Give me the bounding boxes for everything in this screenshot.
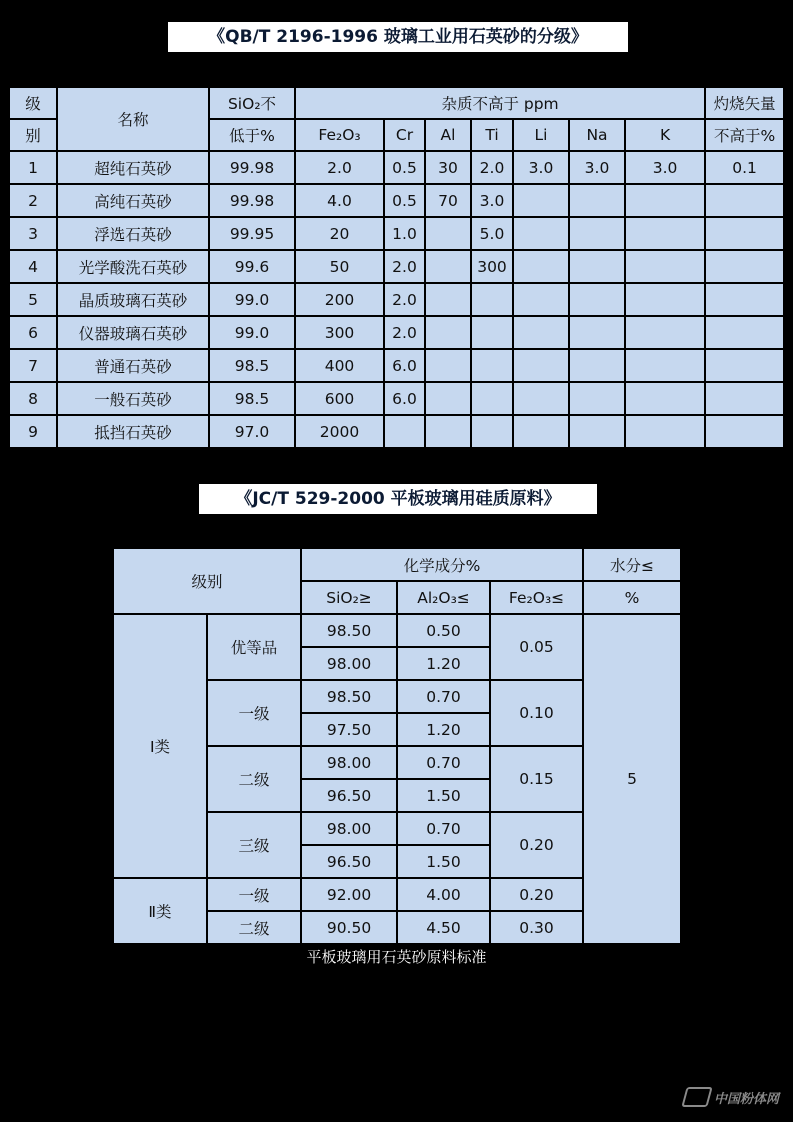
cell-cr — [385, 416, 426, 449]
cell-loss — [706, 185, 785, 218]
cell-sio2: 98.5 — [210, 383, 296, 416]
cell-sio2: 98.50 — [302, 615, 398, 648]
table-row — [114, 615, 682, 648]
class-2-label: Ⅱ类 — [114, 879, 208, 945]
cell-name: 晶质玻璃石英砂 — [58, 284, 210, 317]
cell-sio2: 98.5 — [210, 350, 296, 383]
cell-fe2o3: 50 — [296, 251, 385, 284]
header-al2o3: Al₂O₃≤ — [398, 582, 491, 615]
cell-loss — [706, 284, 785, 317]
cell-na — [570, 251, 626, 284]
cell-sio2: 92.00 — [302, 879, 398, 912]
cell-fe2o3: 20 — [296, 218, 385, 251]
header-ti: Ti — [472, 120, 514, 152]
cell-cr: 0.5 — [385, 152, 426, 185]
cell-cr: 0.5 — [385, 185, 426, 218]
cell-grade: 7 — [10, 350, 58, 383]
cell-k — [626, 383, 706, 416]
cell-fe2o3: 200 — [296, 284, 385, 317]
cell-ti: 5.0 — [472, 218, 514, 251]
cell-sio2: 99.98 — [210, 185, 296, 218]
cell-al2o3: 0.70 — [398, 681, 491, 714]
cell-sio2: 98.00 — [302, 813, 398, 846]
cell-al — [426, 317, 472, 350]
table-row — [10, 416, 785, 449]
cell-li: 3.0 — [514, 152, 570, 185]
header-grade-top: 级 — [10, 88, 58, 120]
cell-loss — [706, 218, 785, 251]
cell-loss: 0.1 — [706, 152, 785, 185]
table-row — [10, 152, 785, 185]
cell-grade: 8 — [10, 383, 58, 416]
cell-grade: 1 — [10, 152, 58, 185]
header-sio2-bottom: 低于% — [210, 120, 296, 152]
cell-fe2o3: 0.30 — [491, 912, 584, 945]
sub-grade: 优等品 — [208, 615, 302, 681]
cell-fe2o3: 2.0 — [296, 152, 385, 185]
header-cr: Cr — [385, 120, 426, 152]
cell-sio2: 99.0 — [210, 284, 296, 317]
header-k: K — [626, 120, 706, 152]
cell-na — [570, 218, 626, 251]
header-water-top: 水分≤ — [584, 549, 682, 582]
cell-k — [626, 416, 706, 449]
cell-al: 30 — [426, 152, 472, 185]
cell-k — [626, 251, 706, 284]
cell-grade: 9 — [10, 416, 58, 449]
cell-k — [626, 350, 706, 383]
table-row — [10, 383, 785, 416]
cell-na — [570, 350, 626, 383]
cell-water: 5 — [584, 615, 682, 945]
cell-li — [514, 284, 570, 317]
cell-k — [626, 185, 706, 218]
sub-grade: 二级 — [208, 747, 302, 813]
sub-grade: 二级 — [208, 912, 302, 945]
cell-cr: 6.0 — [385, 383, 426, 416]
cell-name: 光学酸洗石英砂 — [58, 251, 210, 284]
cell-al — [426, 218, 472, 251]
cell-sio2: 96.50 — [302, 846, 398, 879]
cell-al2o3: 4.00 — [398, 879, 491, 912]
cell-fe2o3: 600 — [296, 383, 385, 416]
cell-cr: 2.0 — [385, 317, 426, 350]
cell-na — [570, 416, 626, 449]
cell-na: 3.0 — [570, 152, 626, 185]
sub-grade: 一级 — [208, 879, 302, 912]
cell-ti — [472, 317, 514, 350]
cell-name: 普通石英砂 — [58, 350, 210, 383]
cell-k — [626, 218, 706, 251]
cell-al: 70 — [426, 185, 472, 218]
sub-grade: 一级 — [208, 681, 302, 747]
header-sio2-top: SiO₂不 — [210, 88, 296, 120]
cell-ti: 3.0 — [472, 185, 514, 218]
header-grade: 级别 — [114, 549, 302, 615]
cell-fe2o3: 2000 — [296, 416, 385, 449]
cell-al2o3: 1.20 — [398, 714, 491, 747]
cell-cr: 1.0 — [385, 218, 426, 251]
cell-name: 高纯石英砂 — [58, 185, 210, 218]
cell-name: 一般石英砂 — [58, 383, 210, 416]
cell-al2o3: 1.50 — [398, 780, 491, 813]
cell-fe2o3: 300 — [296, 317, 385, 350]
cell-fe2o3: 0.05 — [491, 615, 584, 681]
cell-loss — [706, 416, 785, 449]
cell-sio2: 98.00 — [302, 648, 398, 681]
cell-li — [514, 350, 570, 383]
cell-ti — [472, 416, 514, 449]
cell-fe2o3: 0.20 — [491, 813, 584, 879]
cell-ti: 2.0 — [472, 152, 514, 185]
cell-loss — [706, 251, 785, 284]
cell-na — [570, 317, 626, 350]
header-grade-bottom: 别 — [10, 120, 58, 152]
table-row — [10, 284, 785, 317]
cell-k — [626, 317, 706, 350]
cell-al — [426, 284, 472, 317]
sub-grade: 三级 — [208, 813, 302, 879]
header-name: 名称 — [58, 88, 210, 152]
cell-sio2: 99.6 — [210, 251, 296, 284]
cell-na — [570, 185, 626, 218]
header-fe2o3: Fe₂O₃ — [296, 120, 385, 152]
cell-cr: 2.0 — [385, 284, 426, 317]
table-row — [10, 350, 785, 383]
cell-sio2: 98.00 — [302, 747, 398, 780]
table-row — [10, 218, 785, 251]
header-loss-top: 灼烧矢量 — [706, 88, 785, 120]
table1-title: 《QB/T 2196-1996 玻璃工业用石英砂的分级》 — [168, 22, 628, 52]
header-na: Na — [570, 120, 626, 152]
table-caption: 平板玻璃用石英砂原料标准 — [306, 948, 487, 966]
header-li: Li — [514, 120, 570, 152]
cell-sio2: 99.0 — [210, 317, 296, 350]
cell-al — [426, 350, 472, 383]
cell-li — [514, 251, 570, 284]
header-water-bottom: % — [584, 582, 682, 615]
cell-name: 仪器玻璃石英砂 — [58, 317, 210, 350]
watermark — [684, 1087, 779, 1107]
cell-grade: 3 — [10, 218, 58, 251]
cell-grade: 2 — [10, 185, 58, 218]
cell-al2o3: 4.50 — [398, 912, 491, 945]
watermark-logo-icon — [681, 1087, 712, 1107]
header-chem: 化学成分% — [302, 549, 584, 582]
cell-cr: 2.0 — [385, 251, 426, 284]
table-row — [10, 185, 785, 218]
cell-sio2: 99.95 — [210, 218, 296, 251]
cell-fe2o3: 0.15 — [491, 747, 584, 813]
cell-name: 浮选石英砂 — [58, 218, 210, 251]
cell-fe2o3: 0.10 — [491, 681, 584, 747]
cell-na — [570, 284, 626, 317]
cell-ti — [472, 284, 514, 317]
cell-grade: 4 — [10, 251, 58, 284]
flat-glass-silica-table — [114, 549, 682, 945]
cell-sio2: 98.50 — [302, 681, 398, 714]
cell-al — [426, 416, 472, 449]
cell-al2o3: 1.20 — [398, 648, 491, 681]
cell-li — [514, 416, 570, 449]
header-impurity: 杂质不高于 ppm — [296, 88, 706, 120]
cell-fe2o3: 400 — [296, 350, 385, 383]
cell-li — [514, 185, 570, 218]
header-sio2: SiO₂≥ — [302, 582, 398, 615]
cell-sio2: 90.50 — [302, 912, 398, 945]
cell-loss — [706, 350, 785, 383]
header-loss-bottom: 不高于% — [706, 120, 785, 152]
cell-al2o3: 0.70 — [398, 813, 491, 846]
cell-al2o3: 1.50 — [398, 846, 491, 879]
cell-name: 超纯石英砂 — [58, 152, 210, 185]
cell-k: 3.0 — [626, 152, 706, 185]
cell-ti: 300 — [472, 251, 514, 284]
header-fe2o3: Fe₂O₃≤ — [491, 582, 584, 615]
table-row — [10, 317, 785, 350]
cell-fe2o3: 0.20 — [491, 879, 584, 912]
quartz-sand-grading-table — [10, 88, 785, 449]
cell-al2o3: 0.50 — [398, 615, 491, 648]
cell-fe2o3: 4.0 — [296, 185, 385, 218]
cell-na — [570, 383, 626, 416]
cell-al2o3: 0.70 — [398, 747, 491, 780]
table2-title: 《JC/T 529-2000 平板玻璃用硅质原料》 — [199, 484, 597, 514]
cell-sio2: 96.50 — [302, 780, 398, 813]
cell-ti — [472, 350, 514, 383]
cell-li — [514, 383, 570, 416]
cell-cr: 6.0 — [385, 350, 426, 383]
cell-k — [626, 284, 706, 317]
cell-al — [426, 383, 472, 416]
cell-loss — [706, 383, 785, 416]
cell-sio2: 97.0 — [210, 416, 296, 449]
cell-li — [514, 317, 570, 350]
header-al: Al — [426, 120, 472, 152]
cell-sio2: 97.50 — [302, 714, 398, 747]
table-row — [10, 251, 785, 284]
cell-sio2: 99.98 — [210, 152, 296, 185]
cell-grade: 5 — [10, 284, 58, 317]
cell-al — [426, 251, 472, 284]
cell-name: 抵挡石英砂 — [58, 416, 210, 449]
class-1-label: Ⅰ类 — [114, 615, 208, 879]
cell-li — [514, 218, 570, 251]
cell-grade: 6 — [10, 317, 58, 350]
watermark-text: 中国粉体网 — [713, 1091, 779, 1107]
cell-loss — [706, 317, 785, 350]
cell-ti — [472, 383, 514, 416]
